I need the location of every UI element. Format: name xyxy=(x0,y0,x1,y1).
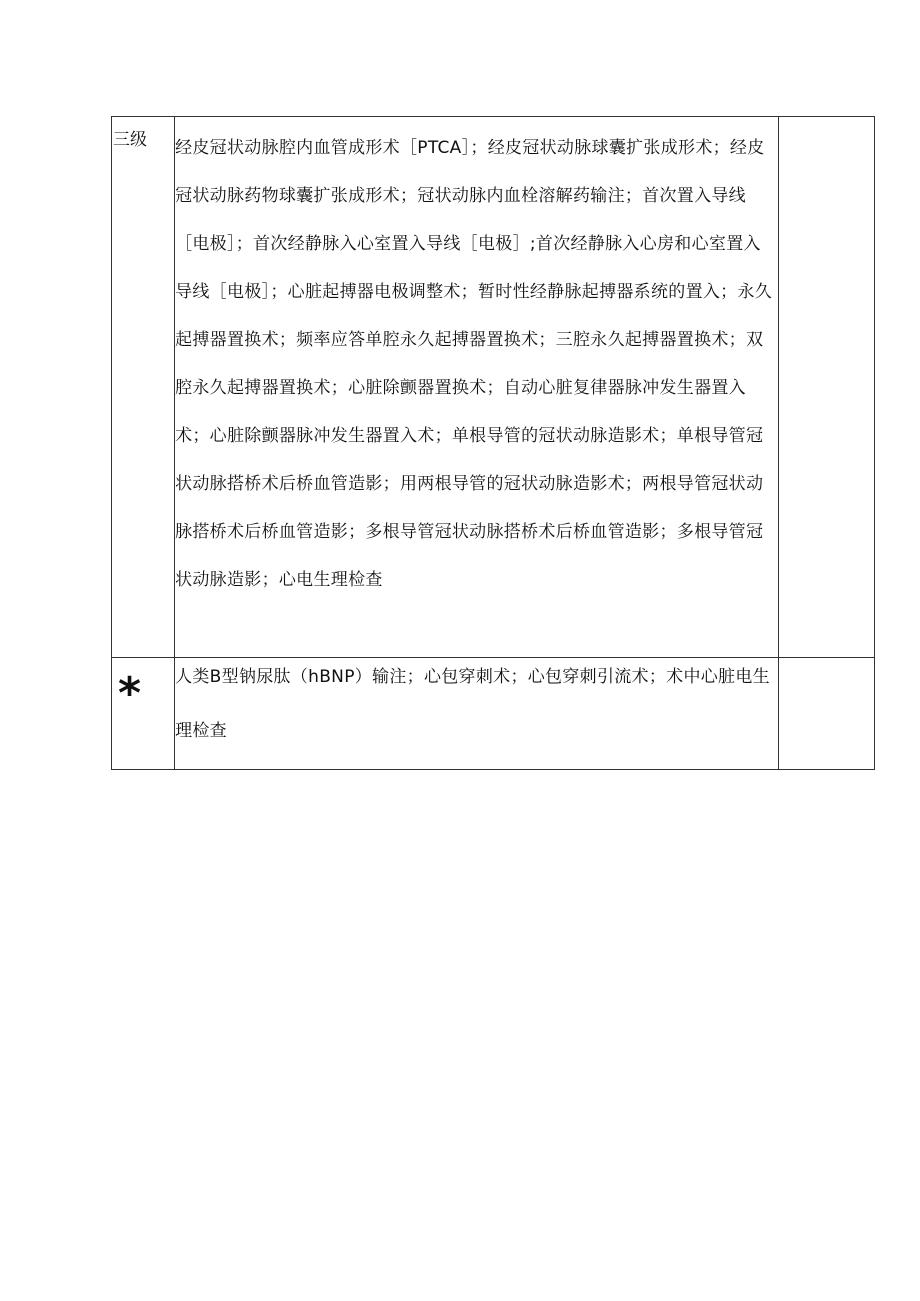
table-row xyxy=(112,658,875,770)
level-cell xyxy=(112,658,175,770)
table-row xyxy=(112,117,875,658)
level-star-marker: * xyxy=(118,668,142,719)
extra-cell xyxy=(778,117,874,658)
content-cell xyxy=(175,117,779,658)
content-cell xyxy=(175,658,779,770)
procedure-list: 经皮冠状动脉腔内血管成形术［PTCA］；经皮冠状动脉球囊扩张成形术；经皮冠状动脉药物球囊扩张成形术；冠状动脉内血栓溶解药输注；首次置入导线［电极］；首次经静脉入心室置入导线［电极］;首次经静脉入心房和心室置入导线［电极］；心脏起搏器电极调整术；暂时性经静脉起搏器系统的置入；永久起搏器置换术；频率应答单腔永久起搏器置换术；三腔永久起搏器置换术；双腔永久起搏器置换术；心脏除颤器置换术；自动心脏复律器脉冲发生器置入术；心脏除颤器脉冲发生器置入术；单根导管的冠状动脉造影术；单根导管冠状动脉搭桥术后桥血管造影；用两根导管的冠状动脉造影术；两根导管冠状动脉搭桥术后桥血管造影；多根导管冠状动脉搭桥术后桥血管造影；多根导管冠状动脉造影；心电生理检查 xyxy=(175,138,773,590)
procedure-table xyxy=(111,116,875,770)
level-label: 三级 xyxy=(113,130,147,150)
level-cell xyxy=(112,117,175,658)
extra-cell xyxy=(778,658,874,770)
procedure-list: 人类B型钠尿肽（hBNP）输注；心包穿刺术；心包穿刺引流术；术中心脏电生理检查 xyxy=(175,667,770,741)
